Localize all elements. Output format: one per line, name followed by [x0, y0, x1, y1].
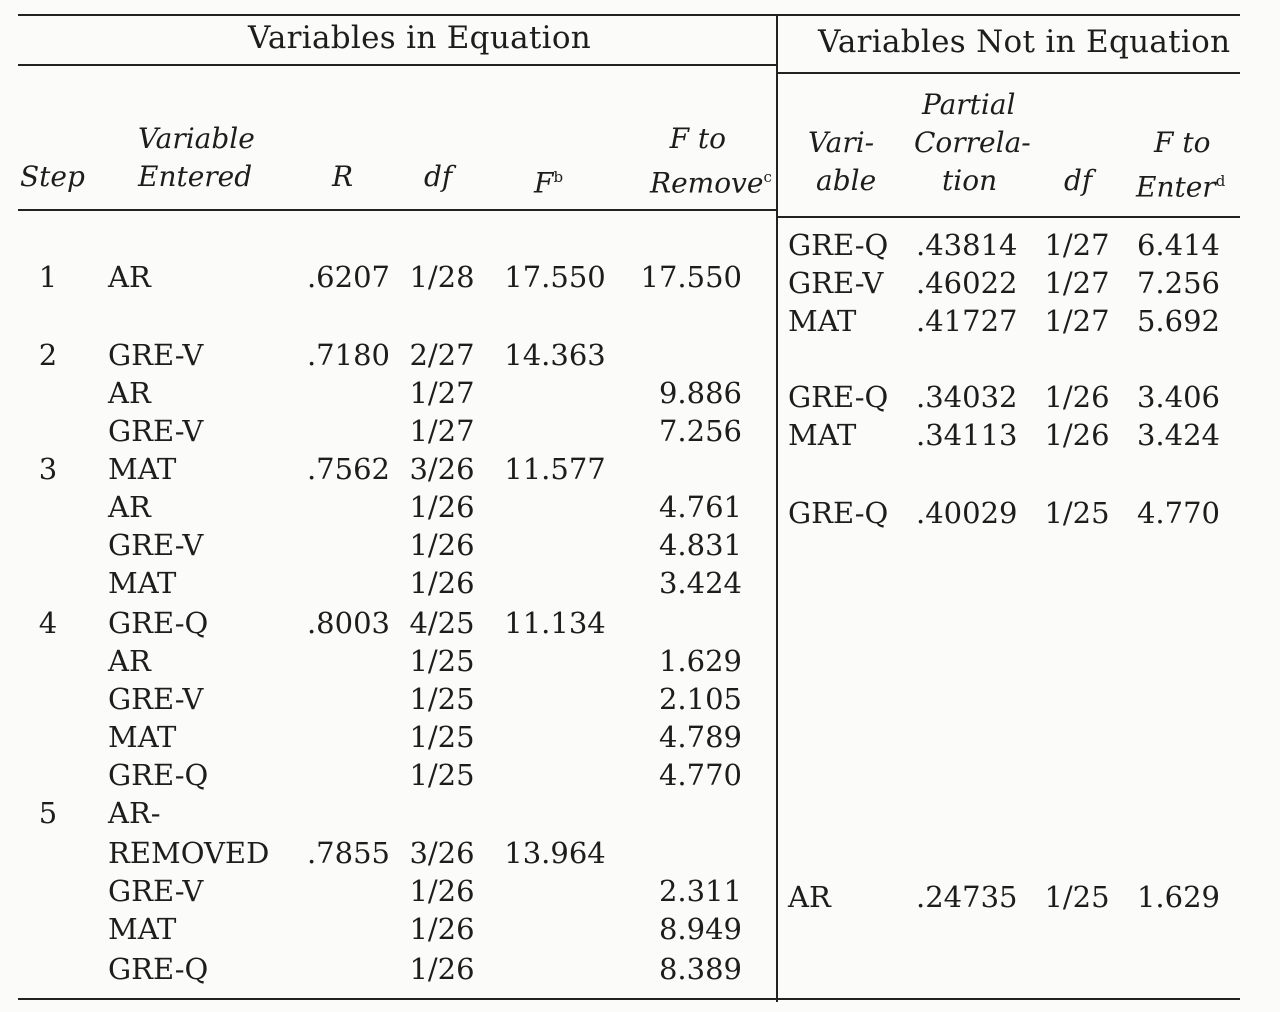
cell-step: 1 [38, 260, 58, 294]
cell-partial-correlation: .41727 [916, 304, 1018, 338]
cell-variable-entered: AR- [108, 796, 161, 830]
cell-variable-entered: AR [108, 376, 151, 410]
header-variable-right-line2: able [816, 164, 877, 197]
cell-variable-entered: GRE-Q [108, 606, 209, 640]
cell-df: 1/28 [409, 260, 475, 294]
cell-variable: GRE-Q [788, 496, 889, 530]
cell-partial-correlation: .40029 [916, 496, 1018, 530]
header-rule-right [778, 216, 1240, 218]
cell-f-to-enter: 4.770 [1136, 496, 1220, 530]
cell-df: 1/26 [1044, 380, 1110, 414]
cell-df: 1/27 [1044, 228, 1110, 262]
cell-f-to-remove: 2.105 [658, 682, 742, 716]
cell-partial-correlation: .34032 [916, 380, 1018, 414]
header-df-right: df [1064, 164, 1093, 197]
cell-f-to-remove: 2.311 [658, 874, 742, 908]
header-variable-line1: Variable [138, 122, 255, 155]
header-step: Step [20, 160, 85, 193]
cell-f-to-enter: 1.629 [1136, 880, 1220, 914]
header-f-to-remove-line2: Remove$^c$ [650, 166, 772, 200]
cell-df: 1/25 [409, 682, 475, 716]
cell-f: 14.363 [504, 338, 606, 372]
cell-variable: AR [788, 880, 831, 914]
cell-r: .7855 [306, 836, 390, 870]
cell-df: 3/26 [409, 836, 475, 870]
header-f: $F^b$ [534, 166, 564, 200]
header-f-to-enter-line1: F to [1154, 126, 1211, 159]
cell-variable: GRE-Q [788, 228, 889, 262]
cell-variable-entered: GRE-V [108, 338, 204, 372]
cell-df: 1/26 [409, 874, 475, 908]
cell-f-to-remove: 4.770 [658, 758, 742, 792]
cell-f-to-enter: 3.424 [1136, 418, 1220, 452]
header-variable-right-line1: Vari- [808, 126, 875, 159]
cell-variable-entered: MAT [108, 566, 177, 600]
cell-step: 5 [38, 796, 58, 830]
cell-variable-entered: MAT [108, 452, 177, 486]
cell-df: 1/26 [1044, 418, 1110, 452]
cell-df: 1/25 [409, 758, 475, 792]
group-rule-left [18, 64, 778, 66]
cell-variable-entered: GRE-Q [108, 758, 209, 792]
cell-f: 11.577 [504, 452, 606, 486]
cell-df: 1/27 [1044, 266, 1110, 300]
cell-variable-entered: MAT [108, 720, 177, 754]
cell-f: 11.134 [504, 606, 606, 640]
cell-f-to-enter: 7.256 [1136, 266, 1220, 300]
cell-partial-correlation: .24735 [916, 880, 1018, 914]
group-title-in-equation: Variables in Equation [248, 20, 592, 56]
cell-df: 2/27 [409, 338, 475, 372]
cell-f-to-enter: 6.414 [1136, 228, 1220, 262]
cell-f: 17.550 [504, 260, 606, 294]
cell-f-to-remove: 8.389 [658, 952, 742, 986]
cell-f-to-remove: 8.949 [658, 912, 742, 946]
cell-df: 1/27 [409, 376, 475, 410]
cell-f-to-remove: 17.550 [640, 260, 742, 294]
cell-df: 1/26 [409, 528, 475, 562]
cell-variable-entered: AR [108, 260, 151, 294]
bottom-rule [18, 998, 1240, 1000]
cell-f-to-enter: 3.406 [1136, 380, 1220, 414]
cell-step: 2 [38, 338, 58, 372]
cell-df: 1/25 [409, 720, 475, 754]
cell-variable-entered: GRE-Q [108, 952, 209, 986]
cell-step: 3 [38, 452, 58, 486]
cell-r: .7180 [306, 338, 390, 372]
cell-f-to-remove: 4.831 [658, 528, 742, 562]
cell-variable-entered: GRE-V [108, 528, 204, 562]
top-rule [18, 14, 1240, 16]
cell-variable: GRE-Q [788, 380, 889, 414]
cell-partial-correlation: .46022 [916, 266, 1018, 300]
cell-variable: GRE-V [788, 266, 884, 300]
cell-df: 4/25 [409, 606, 475, 640]
cell-r: .7562 [306, 452, 390, 486]
header-partial-line3: tion [942, 164, 998, 197]
cell-df: 1/27 [409, 414, 475, 448]
header-rule-left [18, 209, 778, 211]
cell-r: .6207 [306, 260, 390, 294]
cell-variable-entered: MAT [108, 912, 177, 946]
cell-variable-entered: GRE-V [108, 414, 204, 448]
group-rule-right [778, 72, 1240, 74]
header-r: R [332, 160, 354, 193]
cell-step: 4 [38, 606, 58, 640]
group-title-not-in-equation: Variables Not in Equation [818, 24, 1231, 60]
cell-df: 1/26 [409, 952, 475, 986]
cell-variable-entered: GRE-V [108, 874, 204, 908]
cell-r: .8003 [306, 606, 390, 640]
cell-f-to-remove: 7.256 [658, 414, 742, 448]
cell-df: 1/26 [409, 566, 475, 600]
cell-variable: MAT [788, 418, 857, 452]
cell-f-to-enter: 5.692 [1136, 304, 1220, 338]
cell-partial-correlation: .34113 [916, 418, 1018, 452]
cell-f-to-remove: 9.886 [658, 376, 742, 410]
cell-f-to-remove: 4.789 [658, 720, 742, 754]
cell-f-to-remove: 1.629 [658, 644, 742, 678]
cell-f: 13.964 [504, 836, 606, 870]
header-variable-line2: Entered [138, 160, 253, 193]
cell-variable-entered: AR [108, 490, 151, 524]
cell-df: 3/26 [409, 452, 475, 486]
cell-df: 1/26 [409, 912, 475, 946]
cell-df: 1/27 [1044, 304, 1110, 338]
header-f-to-remove-line1: F to [669, 122, 726, 155]
header-partial-line2: Correla- [914, 126, 1031, 159]
header-df: df [424, 160, 453, 193]
cell-variable-entered: GRE-V [108, 682, 204, 716]
cell-df: 1/25 [1044, 880, 1110, 914]
cell-variable-entered: AR [108, 644, 151, 678]
cell-variable: MAT [788, 304, 857, 338]
cell-partial-correlation: .43814 [916, 228, 1018, 262]
cell-df: 1/25 [409, 644, 475, 678]
cell-f-to-remove: 3.424 [658, 566, 742, 600]
cell-df: 1/26 [409, 490, 475, 524]
vertical-divider [776, 14, 778, 1002]
cell-variable-entered: REMOVED [108, 836, 270, 870]
cell-f-to-remove: 4.761 [658, 490, 742, 524]
header-partial-line1: Partial [922, 88, 1016, 121]
header-f-to-enter-line2: Enter$^d$ [1136, 170, 1226, 204]
cell-df: 1/25 [1044, 496, 1110, 530]
